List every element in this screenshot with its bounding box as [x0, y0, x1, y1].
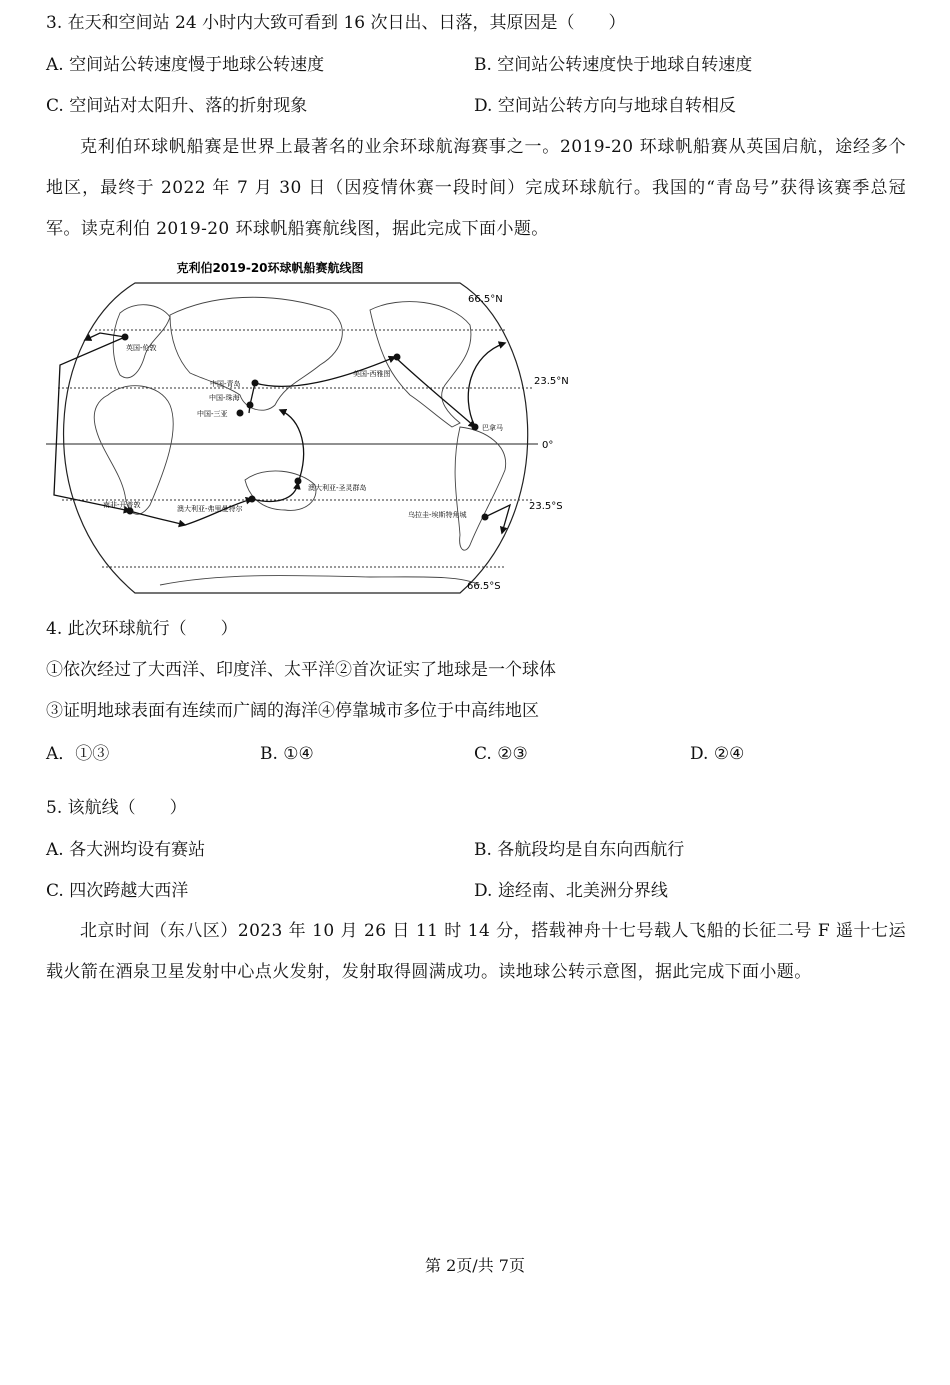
q3-option-c[interactable]: C. 空间站对太阳升、落的折射现象 — [46, 96, 308, 116]
q4-statements-3-4: ③证明地球表面有连续而广阔的海洋④停靠城市多位于中高纬地区 — [46, 701, 539, 721]
lat-label-23s: 23.5°S — [529, 501, 563, 512]
port-marker-whitsunday — [295, 478, 302, 485]
q5-stem: 5. 该航线（ ） — [46, 798, 187, 818]
lat-label-0: 0° — [542, 440, 554, 451]
q4-stem: 4. 此次环球航行（ ） — [46, 619, 238, 639]
q4-option-d[interactable]: D. ②④ — [690, 744, 745, 764]
port-marker-seattle — [394, 354, 401, 361]
lat-label-23n: 23.5°N — [534, 376, 569, 387]
port-marker-fremantle — [249, 496, 256, 503]
port-marker-zhuhai — [247, 402, 254, 409]
continent-outlines — [94, 297, 505, 585]
port-label-whitsunday: 澳大利亚-圣灵群岛 — [308, 484, 367, 492]
route-map-figure — [40, 255, 580, 600]
port-label-london: 英国-伦敦 — [126, 344, 157, 352]
q4-option-a[interactable]: A．①③ — [46, 744, 110, 764]
port-marker-panama — [472, 424, 479, 431]
q4-option-b[interactable]: B. ①④ — [260, 744, 314, 764]
port-marker-punta — [482, 514, 489, 521]
material-shenzhou-launch: 北京时间（东八区）2023 年 10 月 26 日 11 时 14 分，搭载神舟十七号载人飞船的长征二号 F 遥十七运载火箭在酒泉卫星发射中心点火发射，发射取得圆满成功。读地球公转示意图，据此完成下面小题。 — [46, 921, 906, 982]
port-label-panama: 巴拿马 — [482, 424, 503, 432]
port-label-seattle: 美国-西雅图 — [353, 370, 391, 378]
q5-option-c[interactable]: C. 四次跨越大西洋 — [46, 881, 189, 901]
page-number-footer: 第 2页/共 7页 — [425, 1256, 525, 1275]
port-label-zhuhai: 中国-珠海 — [209, 394, 240, 402]
port-label-sanya: 中国-三亚 — [197, 410, 228, 418]
q5-option-b[interactable]: B. 各航段均是自东向西航行 — [474, 840, 685, 860]
q4-statements-1-2: ①依次经过了大西洋、印度洋、太平洋②首次证实了地球是一个球体 — [46, 660, 556, 680]
q3-option-b[interactable]: B. 空间站公转速度快于地球自转速度 — [474, 55, 753, 75]
q5-option-d[interactable]: D. 途经南、北美洲分界线 — [474, 881, 668, 901]
port-label-fremantle: 澳大利亚-弗里曼特尔 — [177, 505, 243, 513]
port-marker-london — [122, 334, 129, 341]
q3-option-d[interactable]: D. 空间站公转方向与地球自转相反 — [474, 96, 736, 116]
port-marker-sanya — [237, 410, 244, 417]
q4-option-c[interactable]: C. ②③ — [474, 744, 528, 764]
q5-option-a[interactable]: A. 各大洲均设有赛站 — [46, 840, 206, 860]
port-label-punta: 乌拉圭-埃斯特角城 — [408, 511, 467, 519]
q3-stem: 3. 在天和空间站 24 小时内大致可看到 16 次日出、日落，其原因是（ ） — [46, 13, 626, 33]
lat-label-66n: 66.5°N — [468, 294, 503, 305]
q3-option-a[interactable]: A. 空间站公转速度慢于地球公转速度 — [46, 55, 325, 75]
port-marker-qingdao — [252, 380, 259, 387]
port-label-capetown: 南非-开普敦 — [103, 501, 141, 509]
map-title: 克利伯2019-20环球帆船赛航线图 — [176, 261, 364, 275]
lat-label-66s: 66.5°S — [467, 581, 501, 592]
material-clipper-race: 克利伯环球帆船赛是世界上最著名的业余环球航海赛事之一。2019-20 环球帆船赛从英国启航，途经多个地区，最终于 2022 年 7 月 30 日（因疫情休赛一段时间）完成环球航行。我国的“青岛号”获得该赛季总冠军。读克利伯 2019-20 环球帆船赛航线图，据此完成下面小题。 — [46, 137, 906, 239]
port-label-qingdao: 中国-青岛 — [210, 380, 241, 388]
